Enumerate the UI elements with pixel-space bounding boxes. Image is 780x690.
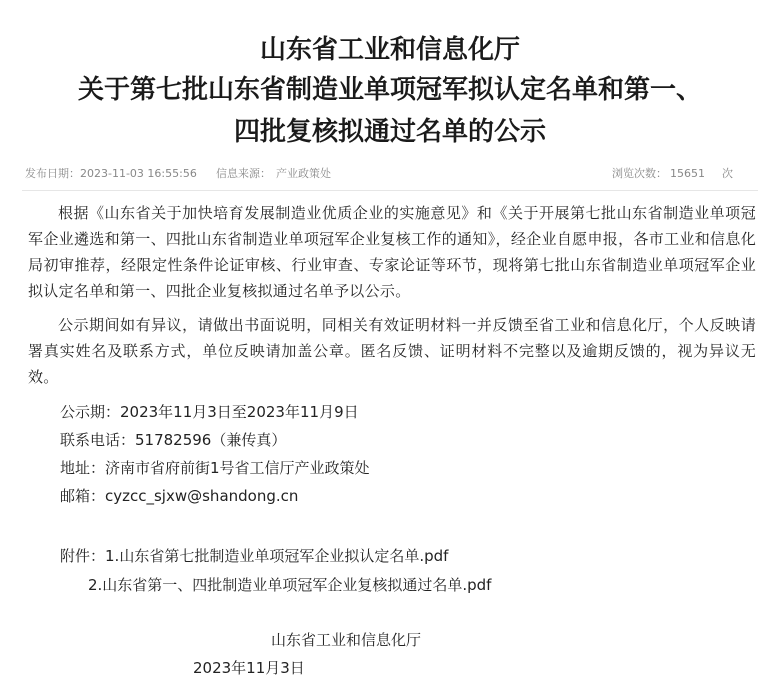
publish-date-label: 发布日期： <box>25 167 80 180</box>
attachment-row-1 <box>60 543 448 569</box>
attachment-link-2[interactable]: 2.山东省第一、四批制造业单项冠军企业复核拟通过名单.pdf <box>88 576 492 594</box>
source-label: 信息来源： <box>216 167 271 180</box>
notice-period: 公示期：2023年11月3日至2023年11月9日 <box>60 403 359 421</box>
contact-address: 地址：济南市省府前街1号省工信厅产业政策处 <box>60 459 370 477</box>
attachments-label: 附件： <box>60 547 106 565</box>
contact-phone: 联系电话：51782596（兼传真） <box>60 431 287 449</box>
article-meta <box>0 164 780 184</box>
signature-date: 2023年11月3日 <box>193 659 305 677</box>
body-paragraph-2: 公示期间如有异议，请做出书面说明，同相关有效证明材料一并反馈至省工业和信息化厅，个人反映请署真实姓名及联系方式，单位反映请加盖公章。匿名反馈、证明材料不完整以及逾期反馈的，视为异议无效。 <box>28 316 756 386</box>
meta-divider <box>22 190 758 191</box>
article-title-line-3: 四批复核拟通过名单的公示 <box>233 117 546 147</box>
views-count: 15651 <box>670 167 705 180</box>
attachment-link-1[interactable]: 1.山东省第七批制造业单项冠军企业拟认定名单.pdf <box>105 547 449 565</box>
article-title-line-2: 关于第七批山东省制造业单项冠军拟认定名单和第一、 <box>77 75 702 105</box>
attachment-row-2 <box>88 572 491 598</box>
source-value: 产业政策处 <box>276 167 331 180</box>
publish-date: 2023-11-03 16:55:56 <box>80 167 197 180</box>
views-label: 浏览次数： <box>612 167 667 180</box>
contact-email: 邮箱：cyzcc_sjxw@shandong.cn <box>60 487 299 505</box>
signature-org: 山东省工业和信息化厅 <box>271 631 422 649</box>
body-paragraph-1: 根据《山东省关于加快培育发展制造业优质企业的实施意见》和《关于开展第七批山东省制造业单项冠军企业遴选和第一、四批山东省制造业单项冠军企业复核工作的通知》，经企业自愿申报，各市工业和信息化局初审推荐，经限定性条件论证审核、行业审查、专家论证等环节，现将第七批山东省制造业单项冠军企业拟认定名单和第一、四批企业复核拟通过名单予以公示。 <box>28 204 756 300</box>
views-unit: 次 <box>722 167 733 180</box>
article-title-line-1: 山东省工业和信息化厅 <box>259 35 520 65</box>
